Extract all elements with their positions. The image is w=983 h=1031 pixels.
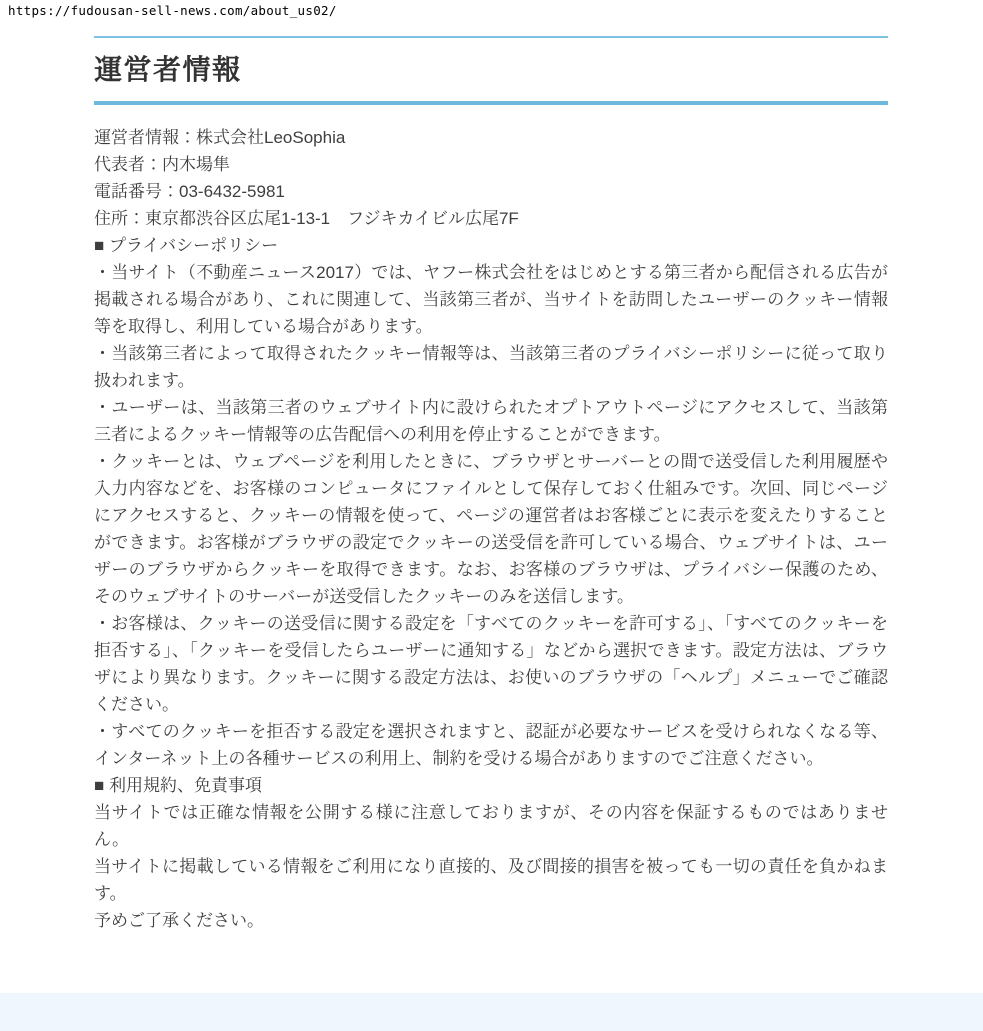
terms-paragraph: 当サイトに掲載している情報をご利用になり直接的、及び間接的損害を被っても一切の責任を負かねます。 bbox=[94, 856, 888, 903]
title-top-rule bbox=[94, 36, 888, 38]
footer-band bbox=[0, 993, 983, 1031]
privacy-paragraph: ・すべてのクッキーを拒否する設定を選択されますと、認証が必要なサービスを受けられなくなる等、インターネット上の各種サービスの利用上、制約を受ける場合がありますのでご注意ください。 bbox=[94, 721, 888, 768]
terms-paragraph: 当サイトでは正確な情報を公開する様に注意しておりますが、その内容を保証するものではありません。 bbox=[94, 802, 888, 849]
main-content bbox=[94, 36, 888, 934]
terms-paragraph: 予めご了承ください。 bbox=[94, 910, 264, 930]
privacy-paragraph: ・クッキーとは、ウェブページを利用したときに、ブラウザとサーバーとの間で送受信した利用履歴や入力内容などを、お客様のコンピュータにファイルとして保存しておく仕組みです。次回、同じページにアクセスすると、クッキーの情報を使って、ページの運営者はお客様ごとに表示を変えたりすることができます。お客様がブラウザの設定でクッキーの送受信を許可している場合、ウェブサイトは、ユーザーのブラウザからクッキーを取得できます。なお、お客様のブラウザは、プライバシー保護のため、そのウェブサイトのサーバーが送受信したクッキーのみを送信します。 bbox=[94, 451, 888, 606]
title-bottom-rule bbox=[94, 101, 888, 105]
privacy-policy-heading: ■ プライバシーポリシー bbox=[94, 235, 279, 255]
company-line-representative: 代表者：内木場隼 bbox=[94, 154, 230, 174]
privacy-paragraph: ・ユーザーは、当該第三者のウェブサイト内に設けられたオプトアウトページにアクセスして、当該第三者によるクッキー情報等の広告配信への利用を停止することができます。 bbox=[94, 397, 888, 444]
privacy-paragraph: ・当該第三者によって取得されたクッキー情報等は、当該第三者のプライバシーポリシーに従って取り扱われます。 bbox=[94, 343, 888, 390]
company-line-phone: 電話番号：03-6432-5981 bbox=[94, 181, 285, 201]
privacy-paragraph: ・お客様は、クッキーの送受信に関する設定を「すべてのクッキーを許可する」、「すべてのクッキーを拒否する」、「クッキーを受信したらユーザーに通知する」などから選択できます。設定方法は、ブラウザにより異なります。クッキーに関する設定方法は、お使いのブラウザの「ヘルプ」メニューでご確認ください。 bbox=[94, 613, 888, 714]
page-url: https://fudousan-sell-news.com/about_us02/ bbox=[8, 3, 337, 18]
article-body bbox=[94, 124, 888, 934]
terms-heading: ■ 利用規約、免責事項 bbox=[94, 775, 262, 795]
company-line-address: 住所：東京都渋谷区広尾1-13-1 フジキカイビル広尾7F bbox=[94, 208, 519, 228]
page-title: 運営者情報 bbox=[94, 54, 242, 85]
privacy-paragraph: ・当サイト（不動産ニュース2017）では、ヤフー株式会社をはじめとする第三者から配信される広告が掲載される場合があり、これに関連して、当該第三者が、当サイトを訪問したユーザーのクッキー情報等を取得し、利用している場合があります。 bbox=[94, 262, 888, 336]
company-line-operator: 運営者情報：株式会社LeoSophia bbox=[94, 127, 346, 147]
